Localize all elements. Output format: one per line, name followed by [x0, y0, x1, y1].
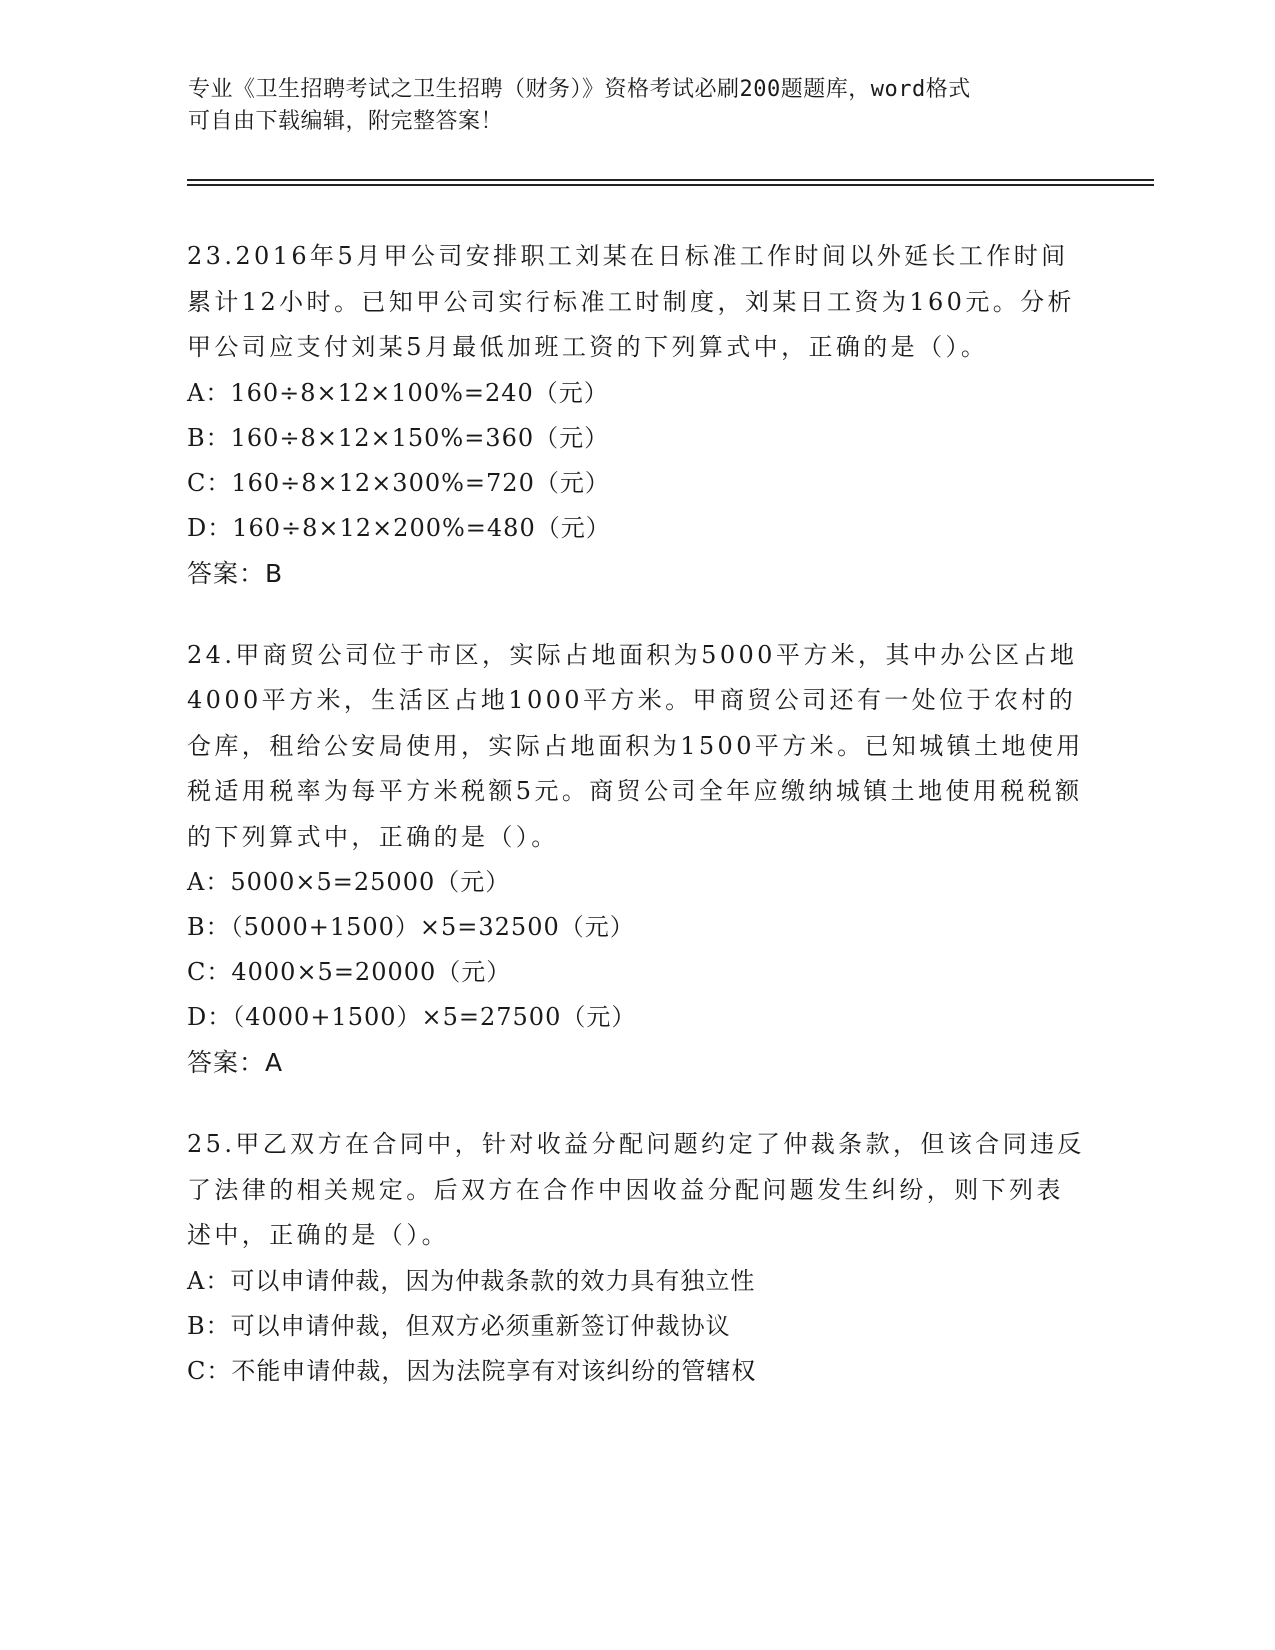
option-c: C：不能申请仲裁，因为法院享有对该纠纷的管辖权: [187, 1356, 757, 1385]
document-header: [188, 74, 1088, 138]
header-title-line-1: 专业《卫生招聘考试之卫生招聘（财务）》资格考试必刷200题题库，word格式: [188, 77, 971, 102]
header-title-line-2: 可自由下载编辑，附完整答案！: [188, 109, 504, 134]
option-c: C：160÷8×12×300%=720（元）: [187, 468, 610, 497]
question-text: 24.甲商贸公司位于市区，实际占地面积为5000平方米，其中办公区占地4000平方米，生活区占地1000平方米。甲商贸公司还有一处位于农村的仓库，租给公安局使用，实际占地面积为1500平方米。已知城镇土地使用税适用税率为每平方米税额5元。商贸公司全年应缴纳城镇土地使用税税额的下列算式中，正确的是（）。: [187, 640, 1084, 851]
option-d: D：（4000+1500）×5=27500（元）: [187, 1003, 637, 1031]
option-a: A：5000×5=25000（元）: [187, 868, 511, 896]
question-list: [187, 234, 1087, 1431]
header-divider-top: [187, 179, 1154, 181]
question-text: 25.甲乙双方在合同中，针对收益分配问题约定了仲裁条款，但该合同违反了法律的相关规定。后双方在合作中因收益分配问题发生纠纷，则下列表述中，正确的是（）。: [187, 1130, 1085, 1249]
option-a: A：可以申请仲裁，因为仲裁条款的效力具有独立性: [187, 1266, 756, 1295]
question-25: [187, 1122, 1087, 1394]
option-a: A：160÷8×12×100%=240（元）: [187, 378, 609, 407]
option-b: B：（5000+1500）×5=32500（元）: [187, 913, 635, 941]
answer-label: 答案：B: [187, 558, 284, 588]
question-23: [187, 234, 1087, 596]
header-divider-bottom: [187, 184, 1154, 186]
answer-label: 答案：A: [187, 1048, 284, 1077]
option-d: D：160÷8×12×200%=480（元）: [187, 513, 611, 542]
question-24: [187, 633, 1087, 1086]
question-text: 23.2016年5月甲公司安排职工刘某在日标准工作时间以外延长工作时间累计12小时。已知甲公司实行标准工时制度，刘某日工资为160元。分析甲公司应支付刘某5月最低加班工资的下列算式中，正确的是（）。: [187, 242, 1075, 361]
option-b: B：160÷8×12×150%=360（元）: [187, 423, 610, 452]
option-c: C：4000×5=20000（元）: [187, 958, 512, 986]
option-b: B：可以申请仲裁，但双方必须重新签订仲裁协议: [187, 1311, 731, 1340]
